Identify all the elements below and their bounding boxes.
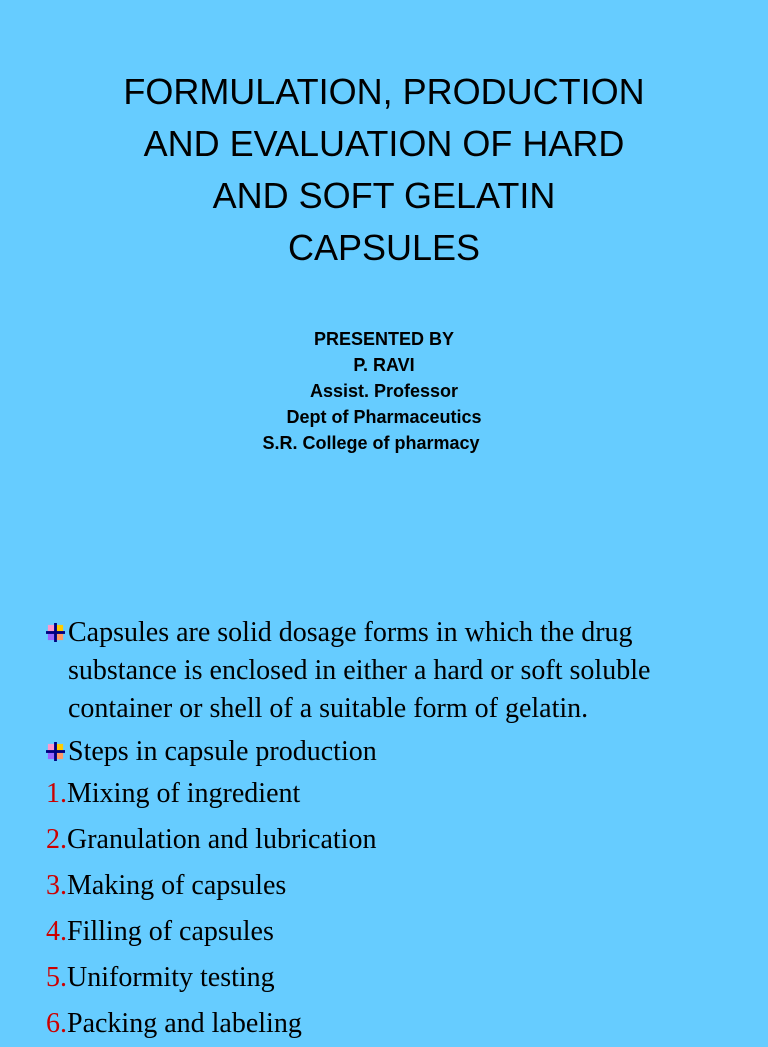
step-text: Mixing of ingredient: [67, 778, 301, 809]
step-text: Making of capsules: [67, 870, 287, 901]
presenter-name: P. RAVI: [353, 355, 415, 375]
step-number: 5.: [46, 962, 67, 993]
presenter-heading: PRESENTED BY: [313, 329, 455, 349]
step-item-5: [46, 955, 736, 1001]
step-item-2: [46, 817, 736, 863]
presenter-block: [200, 326, 568, 456]
slide-title: [0, 66, 768, 274]
presenter-designation: Assist. Professor: [309, 381, 459, 401]
step-number: 4.: [46, 916, 67, 947]
step-item-6: [46, 1001, 736, 1047]
step-number: 3.: [46, 870, 67, 901]
presenter-college: S.R. College of pharmacy: [262, 433, 480, 453]
title-line-2: AND EVALUATION OF HARD: [143, 123, 625, 164]
bullet-steps-heading-text: Steps in capsule production: [68, 736, 377, 767]
step-text: Granulation and lubrication: [67, 824, 377, 855]
step-text: Uniformity testing: [67, 962, 275, 993]
bullet-steps-heading: [46, 733, 736, 771]
step-text: Filling of capsules: [67, 916, 274, 947]
step-text: Packing and labeling: [67, 1008, 302, 1039]
plus-square-bullet-icon: [46, 623, 65, 642]
step-item-4: [46, 909, 736, 955]
step-item-3: [46, 863, 736, 909]
bullet-definition: [46, 614, 736, 728]
step-number: 1.: [46, 778, 67, 809]
presenter-department: Dept of Pharmaceutics: [286, 407, 482, 427]
title-line-4: CAPSULES: [287, 227, 481, 268]
title-line-3: AND SOFT GELATIN: [212, 175, 556, 216]
slide-content: [46, 614, 736, 1047]
bullet-definition-text: Capsules are solid dosage forms in which the drug substance is enclosed in either a hard or soft soluble container or shell of a suitable form of gelatin.: [68, 617, 651, 724]
title-line-1: FORMULATION, PRODUCTION: [123, 71, 645, 112]
step-number: 2.: [46, 824, 67, 855]
plus-square-bullet-icon: [46, 742, 65, 761]
step-number: 6.: [46, 1008, 67, 1039]
step-item-1: [46, 771, 736, 817]
